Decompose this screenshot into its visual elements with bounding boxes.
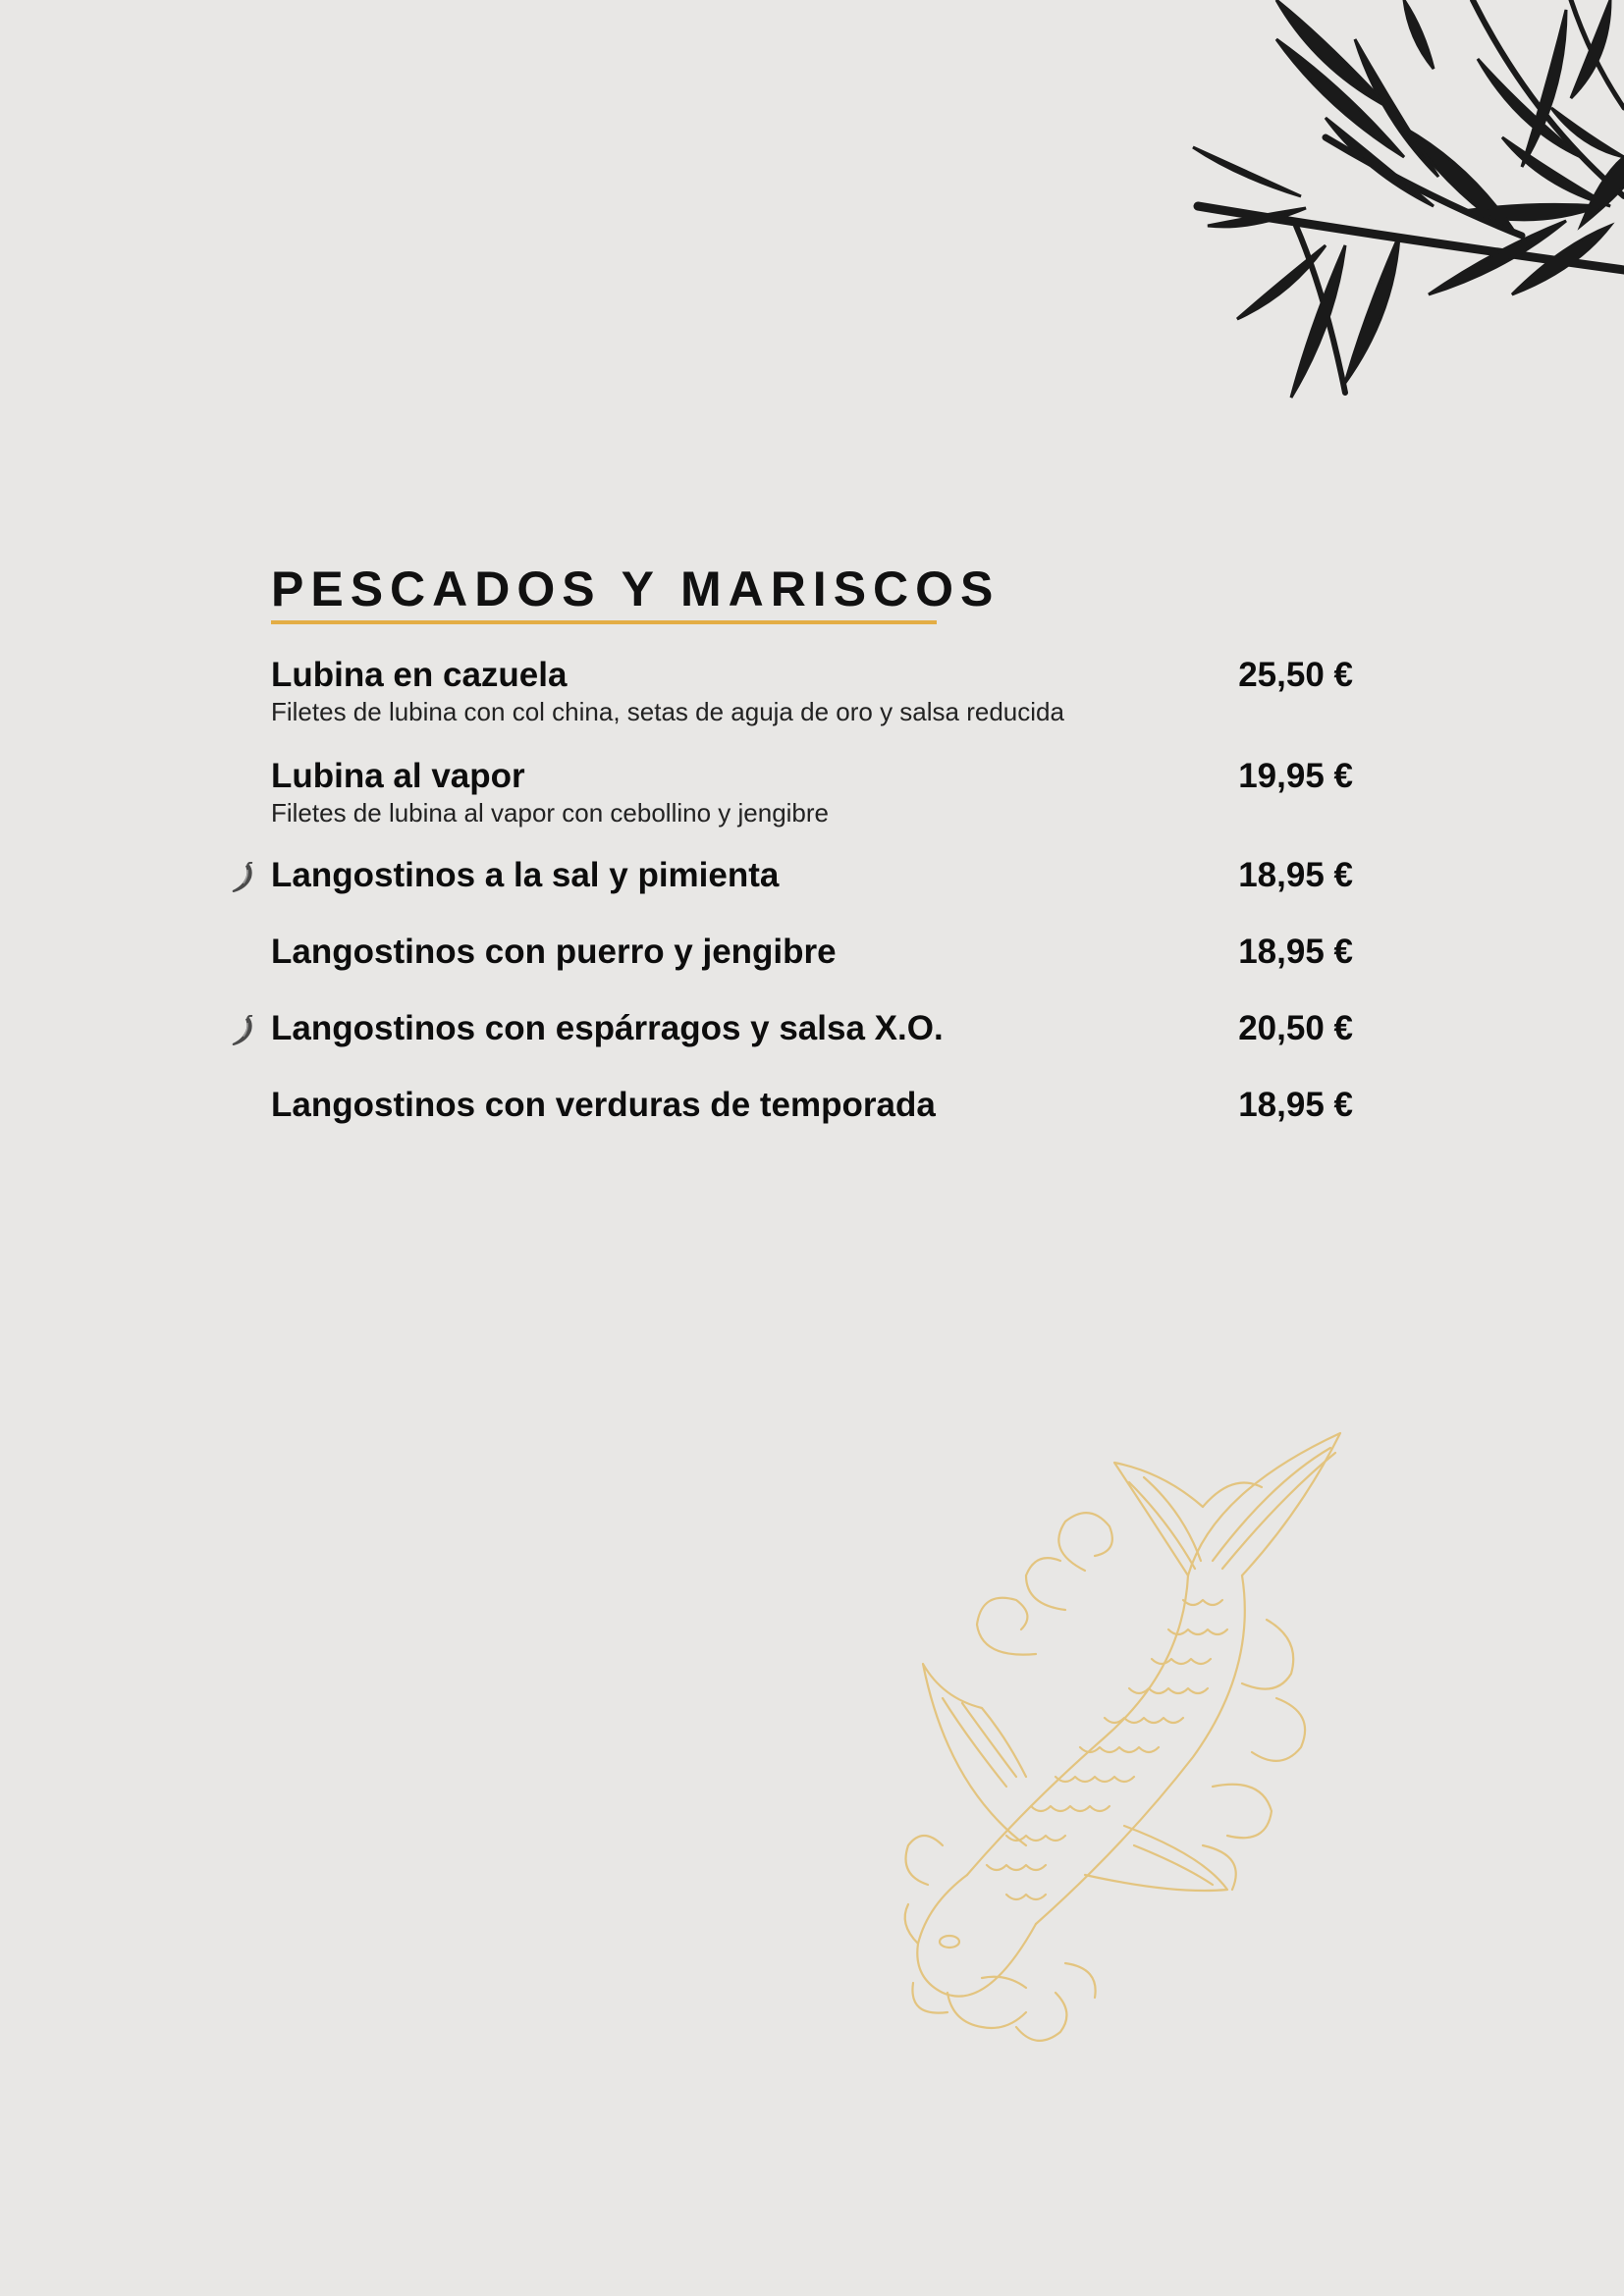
chili-pepper-icon [228, 862, 257, 895]
item-name: Langostinos con espárragos y salsa X.O. [271, 1009, 944, 1047]
item-name: Langostinos a la sal y pimienta [271, 856, 780, 894]
item-name: Langostinos con puerro y jengibre [271, 933, 837, 971]
chili-pepper-icon [228, 1015, 257, 1048]
item-name: Lubina al vapor [271, 757, 525, 795]
item-description: Filetes de lubina al vapor con cebollino y jengibre [271, 798, 830, 828]
item-price: 18,95 € [1238, 933, 1353, 971]
item-name: Langostinos con verduras de temporada [271, 1086, 936, 1124]
item-description: Filetes de lubina con col china, setas de aguja de oro y salsa reducida [271, 697, 1064, 726]
item-price: 25,50 € [1238, 656, 1353, 694]
item-price: 18,95 € [1238, 1086, 1353, 1124]
item-price: 18,95 € [1238, 856, 1353, 894]
item-price: 19,95 € [1238, 757, 1353, 795]
koi-fish-icon [889, 1414, 1360, 2061]
item-name: Lubina en cazuela [271, 656, 568, 694]
item-price: 20,50 € [1238, 1009, 1353, 1047]
section-title: PESCADOS Y MARISCOS [271, 561, 1001, 616]
